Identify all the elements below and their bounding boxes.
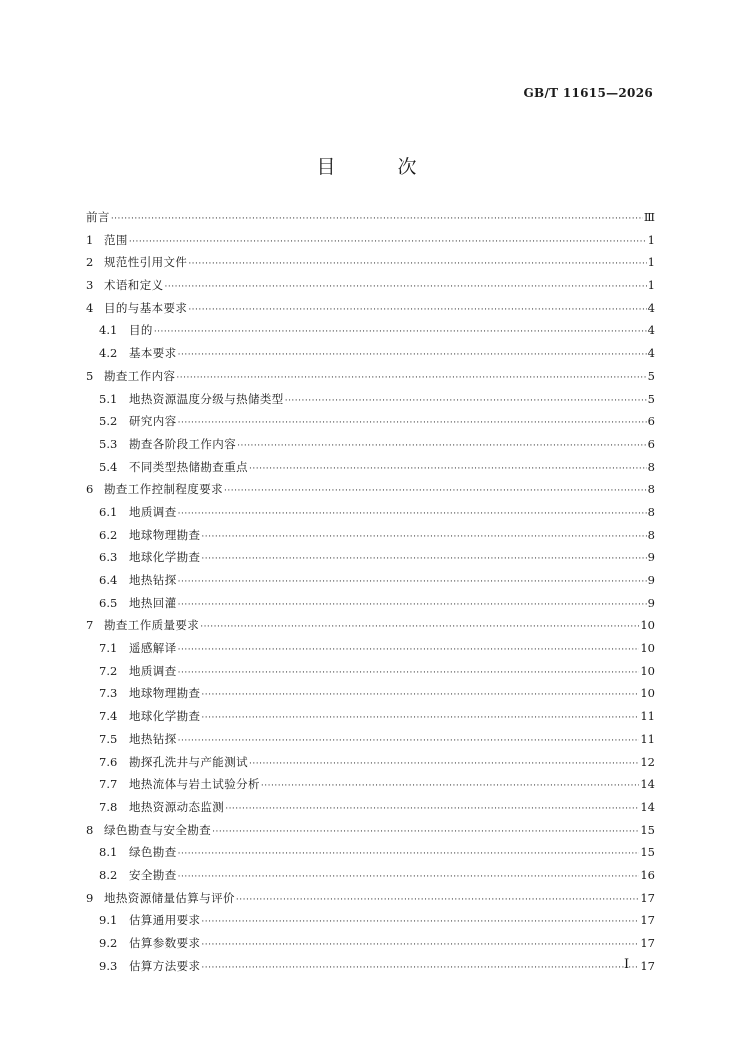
toc-entry-label: 勘查各阶段工作内容: [129, 436, 237, 451]
toc-entry[interactable]: [86, 524, 655, 547]
toc-entry[interactable]: [86, 592, 655, 615]
dot-leader: [178, 344, 647, 367]
dot-leader: [249, 458, 647, 481]
dot-leader: [212, 821, 639, 844]
standard-code: GB/T 11615—2026: [523, 86, 653, 100]
dot-leader: [178, 412, 647, 435]
toc-entry[interactable]: [86, 297, 655, 320]
toc-entry-number: 6.2: [99, 527, 118, 542]
toc-entry-label: 地球化学勘查: [129, 550, 201, 565]
toc-entry-page: 17: [640, 958, 655, 973]
dot-leader: [201, 684, 639, 707]
toc-entry-page: 17: [640, 890, 655, 905]
toc-entry-number: 7.5: [99, 731, 118, 746]
toc-entry-number: 8.1: [99, 845, 118, 860]
toc-entry-number: 6.3: [99, 550, 118, 565]
toc-entry-page: 15: [640, 822, 655, 837]
dot-leader: [201, 957, 639, 980]
toc-entry-number: 4.2: [99, 346, 118, 361]
dot-leader: [201, 911, 639, 934]
page-number: I: [624, 957, 630, 972]
toc-entry-page: 8: [647, 527, 655, 542]
dot-leader: [188, 299, 646, 322]
toc-entry-number: 5.1: [99, 391, 118, 406]
toc-entry-number: 7.2: [99, 663, 118, 678]
toc-entry-number: 5.2: [99, 414, 118, 429]
toc-entry-number: 9.3: [99, 958, 118, 973]
dot-leader: [224, 480, 647, 503]
dot-leader: [178, 662, 640, 685]
toc-entry-page: 6: [647, 414, 655, 429]
toc-entry-page: 5: [647, 391, 655, 406]
toc-entry-label: 地热流体与岩土试验分析: [129, 777, 260, 792]
toc-entry[interactable]: [86, 614, 655, 637]
toc-entry[interactable]: [86, 660, 655, 683]
dot-leader: [178, 730, 640, 753]
toc-entry-label: 前言: [86, 210, 110, 224]
toc-entry-number: 9: [86, 890, 94, 905]
toc-entry[interactable]: [86, 728, 655, 751]
toc-entry[interactable]: [86, 751, 655, 774]
toc-entry[interactable]: [86, 546, 655, 569]
toc-entry-page: 1: [647, 278, 655, 293]
toc-entry[interactable]: [86, 251, 655, 274]
toc-entry[interactable]: [86, 388, 655, 411]
dot-leader: [178, 843, 640, 866]
toc-entry-number: 9.2: [99, 936, 118, 950]
toc-entry[interactable]: [86, 365, 655, 388]
dot-leader: [237, 435, 647, 458]
toc-entry[interactable]: [86, 433, 655, 456]
toc-entry-number: 1: [86, 232, 94, 247]
toc-entry[interactable]: [86, 501, 655, 524]
toc-entry[interactable]: [86, 955, 655, 978]
toc-entry-label: 安全勘查: [129, 867, 177, 882]
dot-leader: [178, 866, 640, 889]
toc-entry-page: 15: [640, 845, 655, 860]
toc-entry-page: 12: [640, 754, 655, 769]
toc-entry[interactable]: [86, 319, 655, 342]
toc-entry-label: 地热资源温度分级与热储类型: [129, 391, 284, 406]
dot-leader: [285, 390, 647, 413]
toc-entry[interactable]: [86, 229, 655, 252]
toc-entry-label: 目的与基本要求: [104, 300, 188, 315]
dot-leader: [201, 526, 646, 549]
toc-entry-page: 10: [640, 641, 655, 656]
toc-entry-page: 8: [647, 504, 655, 519]
toc-entry-label: 地热回灌: [129, 595, 177, 610]
toc-entry-page: Ⅲ: [643, 210, 655, 224]
toc-entry[interactable]: [86, 569, 655, 592]
toc-entry-label: 绿色勘查: [129, 845, 177, 860]
toc-entry[interactable]: [86, 909, 655, 932]
toc-entry-number: 7.8: [99, 799, 118, 814]
toc-entry-label: 地热资源储量估算与评价: [104, 890, 235, 905]
dot-leader: [225, 798, 639, 821]
table-of-contents: [86, 206, 655, 977]
toc-entry[interactable]: [86, 841, 655, 864]
toc-entry-label: 勘查工作内容: [104, 368, 176, 383]
toc-entry-page: 17: [640, 913, 655, 928]
toc-entry-number: 2: [86, 255, 94, 270]
toc-entry-page: 11: [640, 709, 655, 724]
dot-leader: [165, 276, 647, 299]
toc-entry[interactable]: [86, 456, 655, 479]
toc-entry[interactable]: [86, 682, 655, 705]
toc-entry-number: 3: [86, 278, 94, 293]
toc-entry-page: 1: [647, 255, 655, 270]
toc-entry-number: 7: [86, 618, 94, 633]
toc-entry-page: 10: [640, 686, 655, 701]
toc-entry-label: 勘查工作质量要求: [104, 618, 200, 633]
dot-leader: [249, 753, 639, 776]
toc-entry-number: 4.1: [99, 323, 118, 338]
toc-entry-number: 7.4: [99, 709, 118, 724]
dot-leader: [178, 594, 647, 617]
toc-entry-label: 遥感解译: [129, 641, 177, 656]
dot-leader: [176, 367, 646, 390]
page-title: 目 次: [316, 156, 445, 178]
toc-entry-page: 16: [640, 867, 655, 882]
dot-leader: [236, 889, 639, 912]
toc-entry-number: 5.4: [99, 459, 118, 474]
dot-leader: [111, 208, 643, 231]
toc-entry-number: 7.1: [99, 641, 118, 656]
toc-entry[interactable]: [86, 887, 655, 910]
toc-entry-page: 6: [647, 436, 655, 451]
toc-entry-number: 7.3: [99, 686, 118, 701]
toc-entry-label: 不同类型热储勘查重点: [129, 459, 248, 474]
toc-entry[interactable]: [86, 932, 655, 955]
toc-entry[interactable]: [86, 705, 655, 728]
toc-entry-label: 勘查工作控制程度要求: [104, 482, 223, 497]
toc-entry-number: 6.1: [99, 504, 118, 519]
toc-entry-label: 地质调查: [129, 504, 177, 519]
toc-entry-label: 绿色勘查与安全勘查: [104, 822, 212, 837]
toc-entry[interactable]: [86, 342, 655, 365]
toc-entry-page: 5: [647, 368, 655, 383]
toc-entry[interactable]: [86, 796, 655, 819]
dot-leader: [200, 616, 639, 639]
toc-entry-page: 4: [647, 346, 655, 361]
toc-entry[interactable]: [86, 274, 655, 297]
toc-entry-label: 估算方法要求: [129, 958, 201, 973]
toc-entry-page: 8: [647, 482, 655, 497]
toc-entry[interactable]: [86, 410, 655, 433]
toc-entry-label: 术语和定义: [104, 278, 164, 293]
toc-entry-page: 4: [647, 300, 655, 315]
toc-entry-label: 研究内容: [129, 414, 177, 429]
toc-entry-label: 范围: [104, 232, 128, 247]
toc-entry-page: 11: [640, 731, 655, 746]
toc-entry-label: 地球化学勘查: [129, 709, 201, 724]
dot-leader: [201, 707, 639, 730]
toc-entry-number: 4: [86, 300, 94, 315]
toc-entry-page: 17: [640, 936, 655, 950]
toc-entry-page: 4: [647, 323, 655, 338]
toc-entry-page: 1: [647, 232, 655, 247]
toc-entry[interactable]: [86, 478, 655, 501]
toc-entry-page: 9: [647, 573, 655, 587]
toc-entry-number: 8.2: [99, 867, 118, 882]
toc-entry-number: 6.5: [99, 595, 118, 610]
dot-leader: [178, 639, 640, 662]
toc-entry[interactable]: [86, 206, 655, 229]
toc-entry-number: 6.4: [99, 573, 118, 587]
toc-entry-page: 10: [640, 663, 655, 678]
dot-leader: [188, 253, 646, 276]
dot-leader: [154, 321, 647, 344]
toc-entry-number: 7.6: [99, 754, 118, 769]
dot-leader: [201, 934, 639, 957]
toc-entry-page: 8: [647, 459, 655, 474]
dot-leader: [178, 503, 647, 526]
toc-entry-number: 5.3: [99, 436, 118, 451]
toc-entry-number: 8: [86, 822, 94, 837]
toc-entry-number: 5: [86, 368, 94, 383]
toc-entry[interactable]: [86, 864, 655, 887]
dot-leader: [129, 231, 647, 254]
toc-entry-label: 勘探孔洗井与产能测试: [129, 754, 248, 769]
toc-entry-page: 9: [647, 550, 655, 565]
toc-entry-label: 地热钻探: [129, 731, 177, 746]
toc-entry-page: 14: [640, 777, 655, 792]
toc-entry[interactable]: [86, 637, 655, 660]
toc-entry-label: 地球物理勘查: [129, 527, 201, 542]
toc-entry-page: 10: [640, 618, 655, 633]
toc-entry-label: 地质调查: [129, 663, 177, 678]
toc-entry-label: 地热资源动态监测: [129, 799, 225, 814]
toc-entry-label: 目的: [129, 323, 153, 338]
toc-entry-number: 6: [86, 482, 94, 497]
toc-entry[interactable]: [86, 819, 655, 842]
toc-entry-label: 估算通用要求: [129, 913, 201, 928]
toc-entry[interactable]: [86, 773, 655, 796]
toc-entry-number: 7.7: [99, 777, 118, 792]
toc-entry-page: 14: [640, 799, 655, 814]
toc-entry-label: 规范性引用文件: [104, 255, 188, 270]
dot-leader: [201, 548, 646, 571]
toc-entry-number: 9.1: [99, 913, 118, 928]
toc-entry-label: 估算参数要求: [129, 936, 201, 950]
toc-entry-page: 9: [647, 595, 655, 610]
toc-entry-label: 基本要求: [129, 346, 177, 361]
toc-entry-label: 地球物理勘查: [129, 686, 201, 701]
dot-leader: [261, 775, 639, 798]
dot-leader: [178, 571, 647, 594]
toc-entry-label: 地热钻探: [129, 573, 177, 587]
